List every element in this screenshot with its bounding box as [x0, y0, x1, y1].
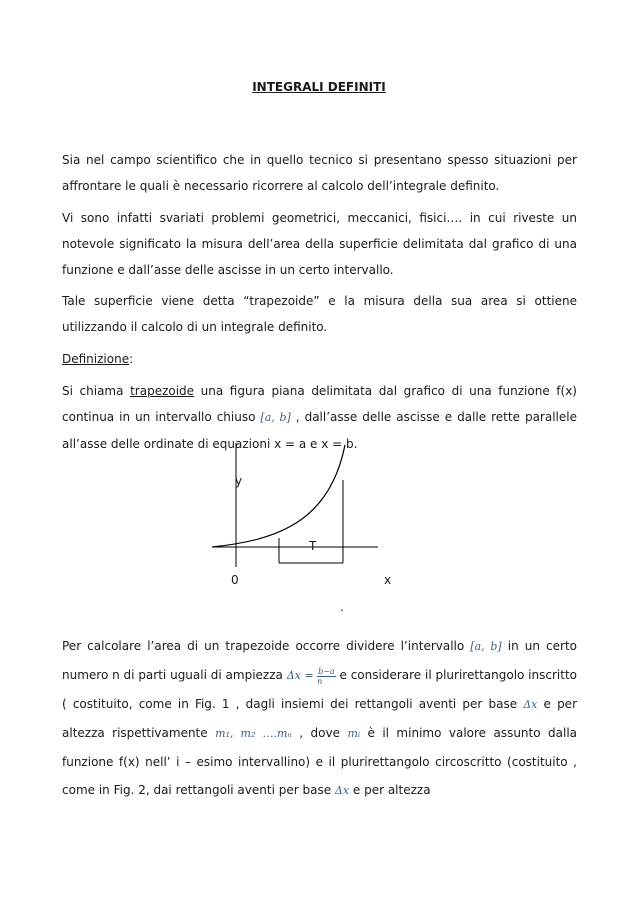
- function-curve: [212, 445, 345, 547]
- paragraph-problems: Vi sono infatti svariati problemi geometrici, meccanici, fisici…. in cui riveste un notevole significato la misura dell’area della superficie delimitata dal grafico di una funzione e dall’asse delle ascisse in un certo intervallo.: [62, 211, 577, 277]
- origin-label: 0: [231, 573, 239, 587]
- x-axis-label: x: [384, 573, 392, 587]
- definition-label: Definizione: [62, 352, 130, 366]
- fraction-denominator: n: [317, 676, 323, 686]
- delta-x-lhs: Δx =: [286, 669, 314, 682]
- term-trapezoide: trapezoide: [130, 384, 195, 398]
- text-fragment: è il minimo valore assunto dalla funzione f(x) nell’ i – esimo intervallino) e il plurirettangolo circoscritto (costituito , come in Fig. 2, dai rettangoli aventi per base: [62, 726, 578, 797]
- text-fragment: e per altezza: [349, 783, 431, 797]
- text-fragment: in un certo numero n di parti uguali di ampiezza: [62, 639, 577, 682]
- delta-x-fraction: [317, 667, 336, 686]
- text-fragment: e considerare il plurirettangolo inscritto ( costituito, come in Fig. 1 , dagli insiemi dei rettangoli aventi per base: [62, 668, 577, 711]
- text-fragment: , dall’asse delle ascisse e dalle rette parallele all’asse delle ordinate di equazioni x = a e x = b.: [62, 410, 577, 451]
- paragraph-trapezoid-area: Tale superficie viene detta “trapezoide” e la misura della sua area si ottiene utilizzando il calcolo di un integrale definito.: [62, 294, 577, 334]
- text-fragment: e per altezza rispettivamente: [62, 697, 577, 740]
- text-fragment: , dove: [291, 726, 348, 740]
- text-fragment: Si chiama: [62, 384, 131, 398]
- delta-x-symbol: Δx: [523, 698, 538, 711]
- m-i-symbol: mᵢ: [347, 727, 361, 740]
- interval-formula: [a, b]: [470, 640, 502, 653]
- m-sequence: m₁, m₂ ….mₙ: [215, 727, 292, 740]
- fraction-numerator: b−a: [318, 666, 335, 676]
- region-label: T: [309, 539, 317, 553]
- delta-x-symbol: Δx: [334, 784, 350, 797]
- delta-x-formula: [286, 666, 336, 686]
- y-axis-label: y: [235, 474, 243, 488]
- interval-formula: [a, b]: [260, 411, 291, 424]
- definition-colon: :: [129, 352, 134, 366]
- figure-dot: .: [340, 600, 344, 614]
- paragraph-intro: Sia nel campo scientifico che in quello tecnico si presentano spesso situazioni per affrontare le quali è necessario ricorrere al calcolo dell’integrale definito.: [62, 153, 577, 193]
- page-title: INTEGRALI DEFINITI: [252, 80, 386, 94]
- paragraph-area-method: [62, 632, 577, 805]
- text-fragment: Per calcolare l’area di un trapezoide occorre dividere l’intervallo: [62, 639, 471, 653]
- text-fragment: una figura piana delimitata dal grafico di una funzione f(x) continua in un intervallo chiuso: [62, 384, 577, 424]
